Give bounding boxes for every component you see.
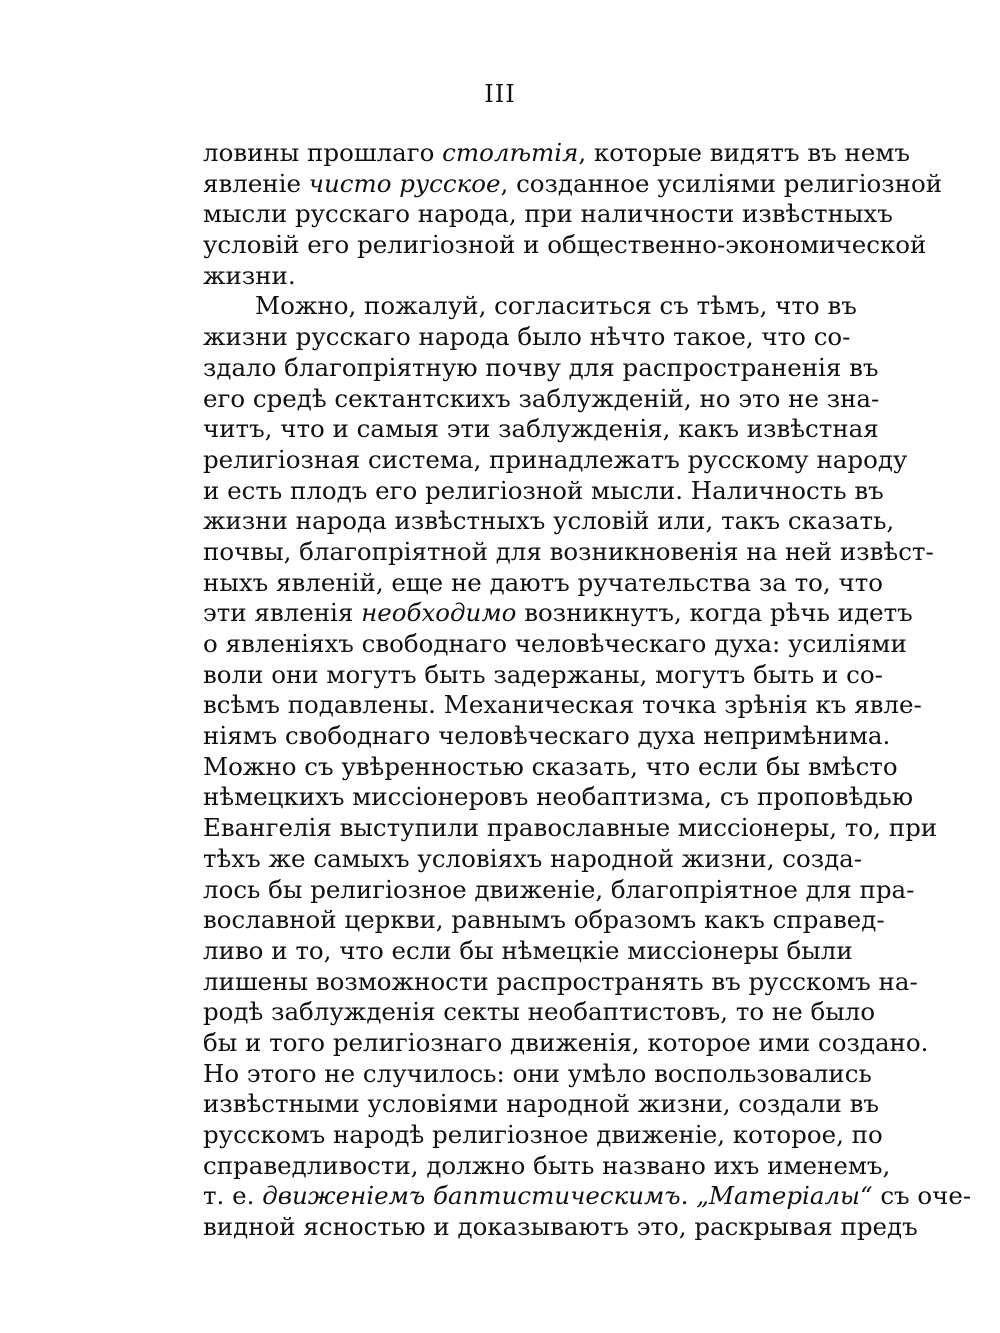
text-segment: Можно съ увѣренностью сказать, что если бы вмѣсто — [203, 751, 898, 781]
text-segment: , созданное усиліями религіозной — [500, 168, 943, 198]
text-segment: жизни народа извѣстныхъ условій или, такъ сказать, — [203, 506, 895, 536]
text-line — [203, 843, 863, 875]
text-line — [203, 598, 913, 629]
text-line — [203, 536, 934, 568]
text-line — [203, 629, 907, 660]
text-segment: нѣмецкихъ миссіонеровъ необаптизма, съ проповѣдью — [203, 782, 914, 812]
text-segment: возникнутъ, когда рѣчь идетъ — [516, 598, 913, 628]
text-segment: о явленіяхъ свободнаго человѣческаго духа: усиліями — [203, 629, 907, 658]
text-line — [203, 322, 851, 353]
text-segment: религіозная система, принадлежатъ русскому народу — [203, 444, 908, 474]
italic-text: движеніемъ баптистическимъ — [262, 1181, 681, 1211]
text-line — [203, 905, 885, 936]
text-line — [203, 475, 884, 507]
text-segment: русскомъ народѣ религіозное движеніе, которое, по — [203, 1120, 883, 1149]
text-segment: родѣ заблужденія секты необаптистовъ, то не было — [203, 997, 876, 1027]
text-segment: лишены возможности распространять въ русскомъ на- — [203, 966, 918, 996]
text-segment: ловины прошлаго — [203, 138, 443, 167]
text-segment: видной ясностью и доказываютъ это, раскрывая предъ — [203, 1212, 918, 1242]
text-segment: явленіе — [203, 168, 309, 198]
text-line — [203, 751, 898, 783]
text-segment: ніямъ свободнаго человѣческаго духа непримѣнима. — [203, 721, 891, 751]
text-segment: мысли русскаго народа, при наличности извѣстныхъ — [203, 199, 893, 229]
text-segment: лось бы религіозное движеніе, благопріятное для пра- — [203, 874, 915, 904]
text-line — [203, 1150, 891, 1182]
text-line — [203, 414, 879, 445]
text-segment: тѣхъ же самыхъ условіяхъ народной жизни, созда- — [203, 843, 863, 873]
text-segment: эти явленія — [203, 598, 362, 628]
italic-text: „Матеріалы“ — [696, 1181, 873, 1211]
text-line — [203, 1212, 918, 1243]
text-line — [203, 506, 895, 537]
text-segment: его средѣ сектантскихъ заблужденій, но это не зна- — [203, 383, 880, 413]
text-segment: жизни русскаго народа было нѣчто такое, что со- — [203, 322, 851, 352]
text-segment: , которые видятъ въ немъ — [578, 138, 911, 167]
text-line — [203, 659, 883, 691]
text-line — [203, 199, 893, 230]
text-line — [203, 261, 835, 292]
text-line — [203, 444, 908, 476]
text-segment: почвы, благопріятной для возникновенія на ней извѣст- — [203, 536, 934, 566]
text-line — [203, 1120, 883, 1151]
text-line — [203, 721, 891, 752]
text-line — [203, 997, 876, 1028]
text-segment: Но этого не случилось: они умѣло воспользовались — [203, 1058, 872, 1088]
text-line — [203, 813, 938, 844]
text-segment: условій его религіозной и общественно-экономической — [203, 230, 927, 260]
text-segment: Можно, пожалуй, согласиться съ тѣмъ, что въ — [255, 291, 857, 321]
text-segment: воли они могутъ быть задержаны, могутъ быть и со- — [203, 659, 883, 689]
text-line — [203, 567, 883, 599]
text-segment: ливо и то, что если бы нѣмецкіе миссіонеры были — [203, 935, 853, 965]
text-line — [203, 1181, 972, 1212]
text-line — [203, 138, 911, 169]
text-line — [203, 1027, 929, 1059]
text-segment: Евангелія выступили православные миссіонеры, то, при — [203, 813, 938, 843]
text-segment: здало благопріятную почву для распространенія въ — [203, 352, 879, 382]
italic-text: необходимо — [361, 598, 517, 628]
text-segment: съ оче- — [872, 1181, 972, 1211]
text-segment: и есть плодъ его религіозной мысли. Наличность въ — [203, 475, 884, 505]
text-line — [203, 690, 922, 721]
text-segment: т. е. — [203, 1181, 263, 1211]
text-line — [203, 168, 943, 200]
text-line — [203, 383, 880, 415]
text-line — [203, 966, 918, 998]
text-line — [203, 782, 914, 813]
text-line — [203, 1058, 872, 1090]
text-line — [203, 230, 927, 261]
text-line — [203, 352, 879, 384]
italic-text: столѣтія — [442, 138, 579, 167]
page-number: III — [484, 80, 516, 108]
text-line — [203, 874, 915, 906]
text-segment: . — [680, 1181, 697, 1211]
text-line — [203, 935, 853, 967]
text-segment: жизни. — [203, 260, 296, 290]
text-line — [203, 291, 857, 322]
body-text — [203, 138, 972, 1243]
text-segment: читъ, что и самыя эти заблужденія, какъ извѣстная — [203, 414, 879, 444]
italic-text: чисто русское — [308, 168, 501, 198]
text-segment: ныхъ явленій, еще не даютъ ручательства за то, что — [203, 567, 883, 597]
text-segment: вославной церкви, равнымъ образомъ какъ справед- — [203, 905, 885, 935]
text-segment: извѣстными условіями народной жизни, создали въ — [203, 1089, 879, 1119]
text-segment: бы и того религіознаго движенія, которое ими создано. — [203, 1027, 929, 1057]
text-segment: всѣмъ подавлены. Механическая точка зрѣнія къ явле- — [203, 690, 922, 720]
text-line — [203, 1089, 879, 1120]
text-segment: справедливости, должно быть названо ихъ именемъ, — [203, 1150, 891, 1180]
